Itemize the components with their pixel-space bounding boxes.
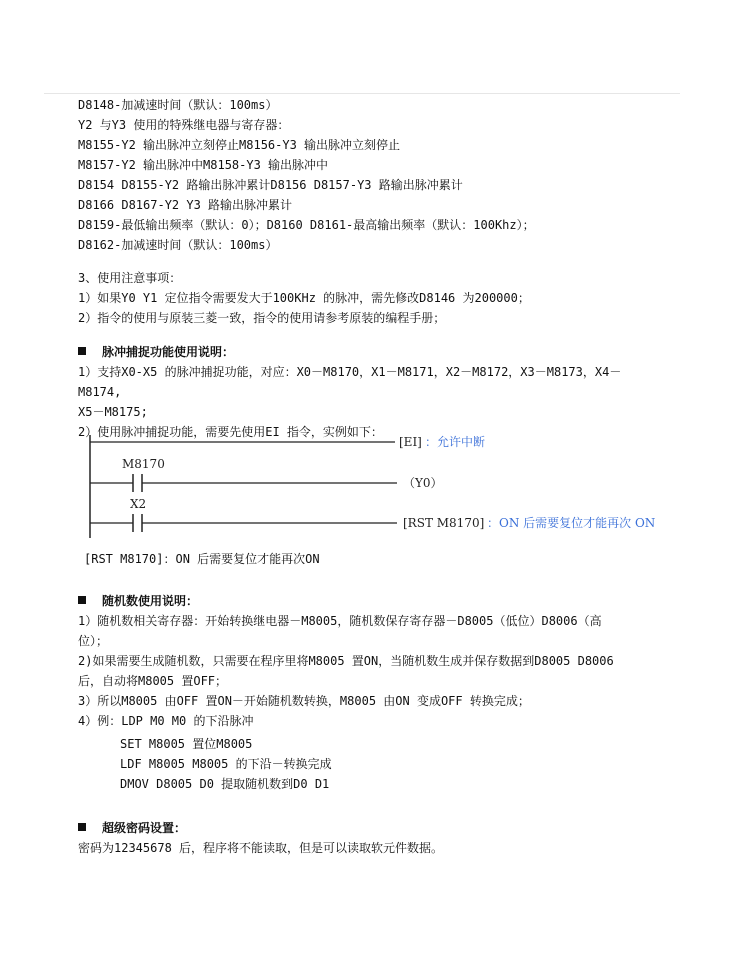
text-line: D8159-最低输出频率（默认：0）；D8160 D8161-最高输出频率（默认：100Khz）； (78, 218, 535, 232)
square-bullet-icon (78, 823, 86, 831)
section-heading-pulse-capture (78, 344, 234, 360)
text-line: 2)如果需要生成随机数，只需要在程序里将M8005 置ON，当随机数生成并保存数据到D8005 D8006 (78, 654, 614, 668)
section-title-password: 超级密码设置： (102, 821, 187, 835)
text-line: X5－M8175; (78, 405, 148, 419)
ladder-diagram (85, 430, 675, 545)
ladder-instruction-rst: [RST M8170] (403, 516, 485, 530)
text-line: M8155-Y2 输出脉冲立刻停止M8156-Y3 输出脉冲立刻停止 (78, 138, 401, 152)
text-line: M8157-Y2 输出脉冲中M8158-Y3 输出脉冲中 (78, 158, 329, 172)
text-line: D8148-加减速时间（默认：100ms） (78, 98, 278, 112)
square-bullet-icon (78, 347, 86, 355)
text-line: 1）支持X0-X5 的脉冲捕捉功能，对应：X0－M8170，X1－M8171，X2－M8172，X3－M8173，X4－ (78, 365, 622, 379)
section-title-notes: 3、使用注意事项： (78, 271, 182, 285)
text-line: M8174, (78, 385, 122, 399)
section-heading-random (78, 593, 198, 609)
ladder-instruction-ei: [EI] (399, 435, 422, 449)
code-line: LDF M8005 M8005 的下沿－转换完成 (120, 757, 332, 771)
ladder-diagram-svg (85, 430, 675, 545)
ladder-comment-ei: ：允许中断 (425, 435, 486, 449)
text-line: 4）例：LDP M0 M0 的下沿脉冲 (78, 714, 254, 728)
notes-item: 2）指令的使用与原装三菱一致，指令的使用请参考原装的编程手册； (78, 311, 446, 325)
text-line: 后，自动将M8005 置OFF； (78, 674, 228, 688)
square-bullet-icon (78, 596, 86, 604)
text-line: D8162-加减速时间（默认：100ms） (78, 238, 278, 252)
ladder-contact-label-x2: X2 (130, 497, 147, 511)
text-line: 2）使用脉冲捕捉功能，需要先使用EI 指令，实例如下： (78, 425, 383, 439)
text-line: D8154 D8155-Y2 路输出脉冲累计D8156 D8157-Y3 路输出脉冲累计 (78, 178, 463, 192)
text-line: Y2 与Y3 使用的特殊继电器与寄存器： (78, 118, 290, 132)
ladder-output-y0: （Y0） (403, 476, 443, 490)
code-line: SET M8005 置位M8005 (120, 737, 253, 751)
text-line: D8166 D8167-Y2 Y3 路输出脉冲累计 (78, 198, 293, 212)
code-line: DMOV D8005 D0 提取随机数到D0 D1 (120, 777, 330, 791)
section-heading-password (78, 820, 186, 836)
top-divider (44, 93, 680, 94)
text-line: 1）随机数相关寄存器：开始转换继电器－M8005，随机数保存寄存器－D8005（低位）D8006（高 (78, 614, 602, 628)
text-line: 3）所以M8005 由OFF 置ON－开始随机数转换，M8005 由ON 变成OFF 转换完成； (78, 694, 530, 708)
section-title-pulse-capture: 脉冲捕捉功能使用说明： (102, 345, 235, 359)
text-line: 位）； (78, 634, 109, 648)
ladder-comment-rst: ：ON 后需要复位才能再次 ON (487, 516, 656, 530)
ladder-contact-label-m8170: M8170 (122, 457, 165, 471)
ladder-caption: [RST M8170]：ON 后需要复位才能再次ON (84, 552, 320, 566)
password-text: 密码为12345678 后，程序将不能读取，但是可以读取软元件数据。 (78, 841, 444, 855)
notes-item: 1）如果Y0 Y1 定位指令需要发大于100KHz 的脉冲，需先修改D8146 为200000； (78, 291, 530, 305)
section-title-random: 随机数使用说明： (102, 594, 199, 608)
